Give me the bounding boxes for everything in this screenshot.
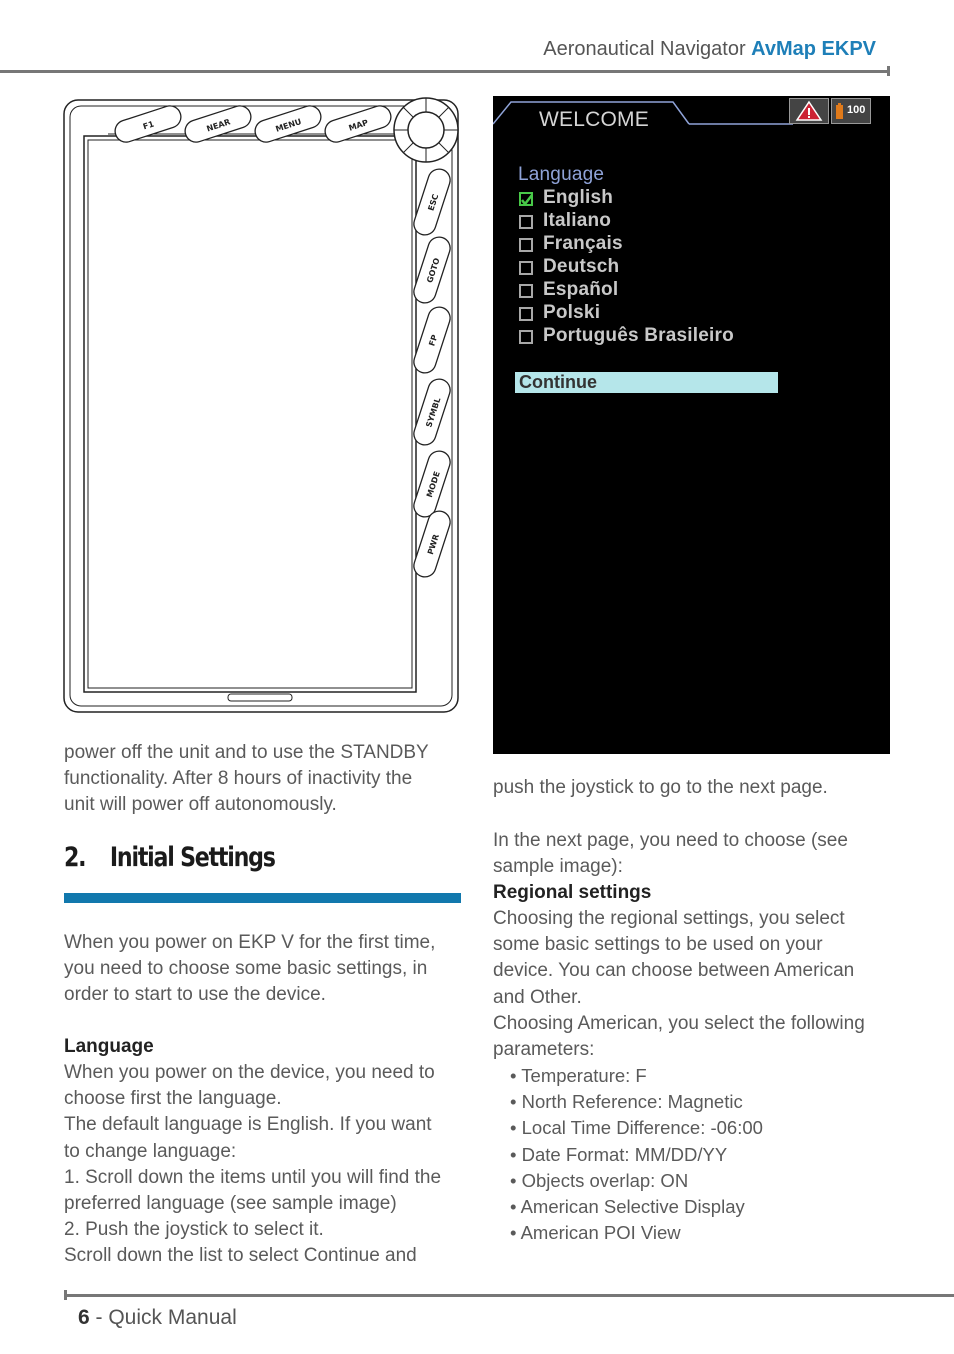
device-illustration — [60, 94, 466, 718]
text-line: power off the unit and to use the STANDBY — [64, 742, 429, 763]
text-line: parameters: — [493, 1039, 595, 1061]
paragraph-initial — [64, 930, 461, 1009]
text-line: When you power on EKP V for the first time, — [64, 932, 436, 953]
language-option[interactable]: Italiano — [543, 210, 612, 231]
text-line: functionality. After 8 hours of inactivity the — [64, 768, 413, 790]
footer-label: - Quick Manual — [89, 1306, 237, 1329]
top-button-label: F1 — [141, 119, 156, 132]
side-button-label: GOTO — [425, 256, 442, 285]
text-line: 1. Scroll down the items until you will find the — [64, 1166, 442, 1188]
footer-rule-tick — [64, 1290, 67, 1300]
checkbox-italiano[interactable] — [519, 215, 533, 229]
header-rule-tick — [887, 66, 890, 76]
header-rule — [0, 70, 890, 73]
text-line: to change language: — [64, 1140, 237, 1162]
battery-icon — [831, 98, 871, 124]
footer — [78, 1306, 237, 1330]
language-paragraph — [64, 1060, 461, 1270]
language-option[interactable]: Español — [543, 279, 619, 300]
list-item: • North Reference: Magnetic — [510, 1091, 743, 1113]
next-page-paragraph — [493, 828, 890, 880]
section-heading — [64, 842, 275, 873]
list-item: • American POI View — [510, 1222, 681, 1244]
language-heading: Language — [64, 1036, 154, 1057]
footer-rule — [64, 1294, 954, 1297]
text-line: sample image): — [493, 856, 623, 878]
checkbox-deutsch[interactable] — [519, 261, 533, 275]
intro-paragraph — [64, 740, 461, 819]
regional-paragraph — [493, 906, 890, 1063]
text-line: Scroll down the list to select Continue and — [64, 1245, 417, 1267]
page-number: 6 — [78, 1306, 90, 1329]
side-button-label: MODE — [424, 470, 442, 499]
checkbox-polski[interactable] — [519, 307, 533, 321]
text-line: device. You can choose between American — [493, 960, 855, 982]
side-button-label: FP — [427, 333, 440, 348]
text-line: Choosing the regional settings, you select — [493, 908, 845, 929]
text-line: The default language is English. If you want — [64, 1114, 432, 1136]
language-option[interactable]: Português Brasileiro — [543, 325, 734, 346]
text-line: some basic settings to be used on your — [493, 934, 823, 956]
list-item: • Temperature: F — [510, 1065, 647, 1086]
text-line: Choosing American, you select the following — [493, 1012, 865, 1034]
header-title-prefix: Aeronautical Navigator — [543, 38, 752, 60]
screen-title: WELCOME — [539, 108, 649, 131]
warning-icon — [789, 98, 829, 124]
list-item: • American Selective Display — [510, 1196, 745, 1218]
text-line: choose first the language. — [64, 1088, 282, 1110]
header-title — [543, 38, 876, 61]
side-button-label: PWR — [425, 533, 441, 556]
battery-level: 100 — [847, 104, 866, 116]
side-button-label: ESC — [426, 192, 441, 212]
language-option[interactable]: Deutsch — [543, 256, 620, 277]
text-line: order to start to use the device. — [64, 984, 326, 1006]
checkbox-portugues[interactable] — [519, 330, 533, 344]
text-line: unit will power off autonomously. — [64, 794, 337, 816]
checkbox-espanol[interactable] — [519, 284, 533, 298]
text-line: preferred language (see sample image) — [64, 1193, 397, 1215]
side-button-label: SYMBL — [424, 396, 443, 429]
language-option[interactable]: English — [543, 187, 614, 208]
text-line: 2. Push the joystick to select it. — [64, 1219, 324, 1241]
checkbox-francais[interactable] — [519, 238, 533, 252]
list-item: • Objects overlap: ON — [510, 1169, 689, 1191]
section-number: 2. — [64, 842, 86, 873]
parameter-list — [510, 1063, 763, 1246]
text-line: you need to choose some basic settings, in — [64, 958, 428, 980]
language-option[interactable]: Polski — [543, 302, 601, 323]
checkbox-english[interactable] — [519, 192, 533, 206]
section-title: Initial Settings — [109, 842, 275, 873]
top-button-label: NEAR — [205, 117, 232, 134]
list-item: • Date Format: MM/DD/YY — [510, 1143, 728, 1165]
right-line1: push the joystick to go to the next page. — [493, 777, 828, 798]
text-line: When you power on the device, you need to — [64, 1062, 435, 1083]
regional-heading: Regional settings — [493, 882, 652, 903]
list-item: • Local Time Difference: -06:00 — [510, 1117, 763, 1139]
language-option[interactable]: Français — [543, 233, 623, 254]
language-label: Language — [518, 164, 605, 185]
top-button-label: MENU — [274, 117, 303, 134]
text-line: In the next page, you need to choose (see — [493, 830, 848, 851]
continue-button[interactable] — [515, 372, 778, 393]
continue-label: Continue — [519, 372, 597, 392]
header-brand: AvMap EKPV — [751, 38, 876, 60]
device-screen — [493, 96, 890, 754]
top-button-label: MAP — [347, 118, 370, 133]
section-bar — [64, 893, 461, 903]
text-line: and Other. — [493, 986, 582, 1008]
